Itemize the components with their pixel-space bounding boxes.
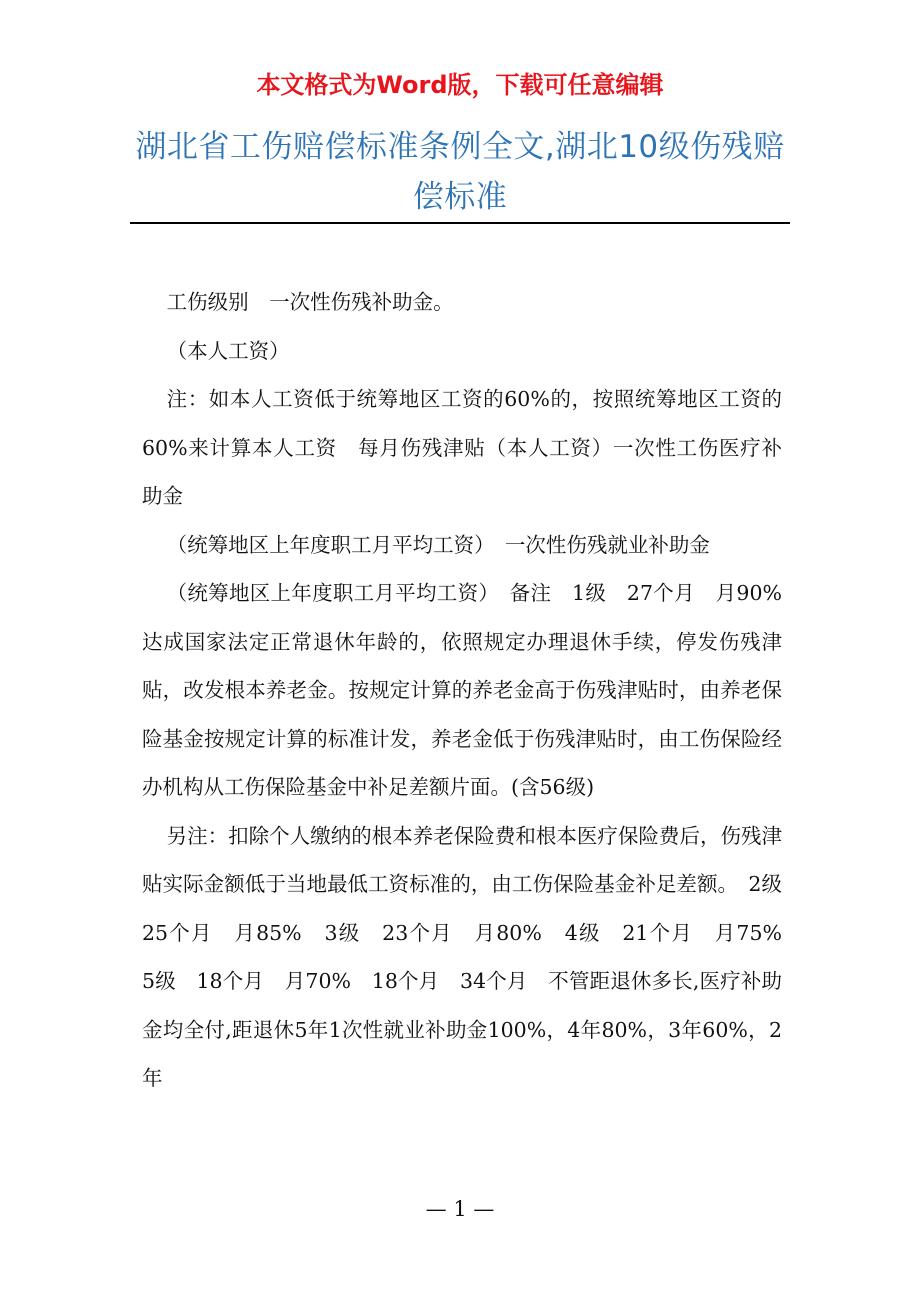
- word-format-banner: 本文格式为Word版，下载可任意编辑: [256, 71, 664, 99]
- paragraph: 工伤级别 一次性伤残补助金。: [166, 290, 454, 314]
- paragraph: 注：如本人工资低于统筹地区工资的60%的，按照统筹地区工资的60%来计算本人工资 每月伤残津贴（本人工资）一次性工伤医疗补助金: [142, 387, 782, 508]
- title-divider: [130, 222, 790, 224]
- document-title: 湖北省工伤赔偿标准条例全文,湖北10级伤残赔偿标准: [135, 129, 785, 215]
- paragraph: （统筹地区上年度职工月平均工资） 一次性伤残就业补助金: [166, 532, 710, 557]
- page-number: — 1 —: [425, 1197, 495, 1221]
- paragraph: 另注：扣除个人缴纳的根本养老保险费和根本医疗保险费后，伤残津贴实际金额低于当地最低工资标准的，由工伤保险基金补足差额。 2级 25个月 月85% 3级 23个月 月80% 4级 21个月 月75% 5级 18个月 月70% 18个月 34个月 不管距退休多长,医疗补助金均全付,距退休5年1次性就业补助金100%，4年80%，3年60%，2年: [142, 823, 803, 1090]
- paragraph: （统筹地区上年度职工月平均工资） 备注 1级 27个月 月90% 达成国家法定正常退休年龄的，依照规定办理退休手续，停发伤残津贴，改发根本养老金。按规定计算的养老金高于伤残津贴时，由养老保险基金按规定计算的标准计发，养老金低于伤残津贴时，由工伤保险经办机构从工伤保险基金中补足差额片面。(含56级): [142, 581, 803, 799]
- paragraph: （本人工资）: [166, 338, 290, 363]
- document-body: [142, 278, 803, 1103]
